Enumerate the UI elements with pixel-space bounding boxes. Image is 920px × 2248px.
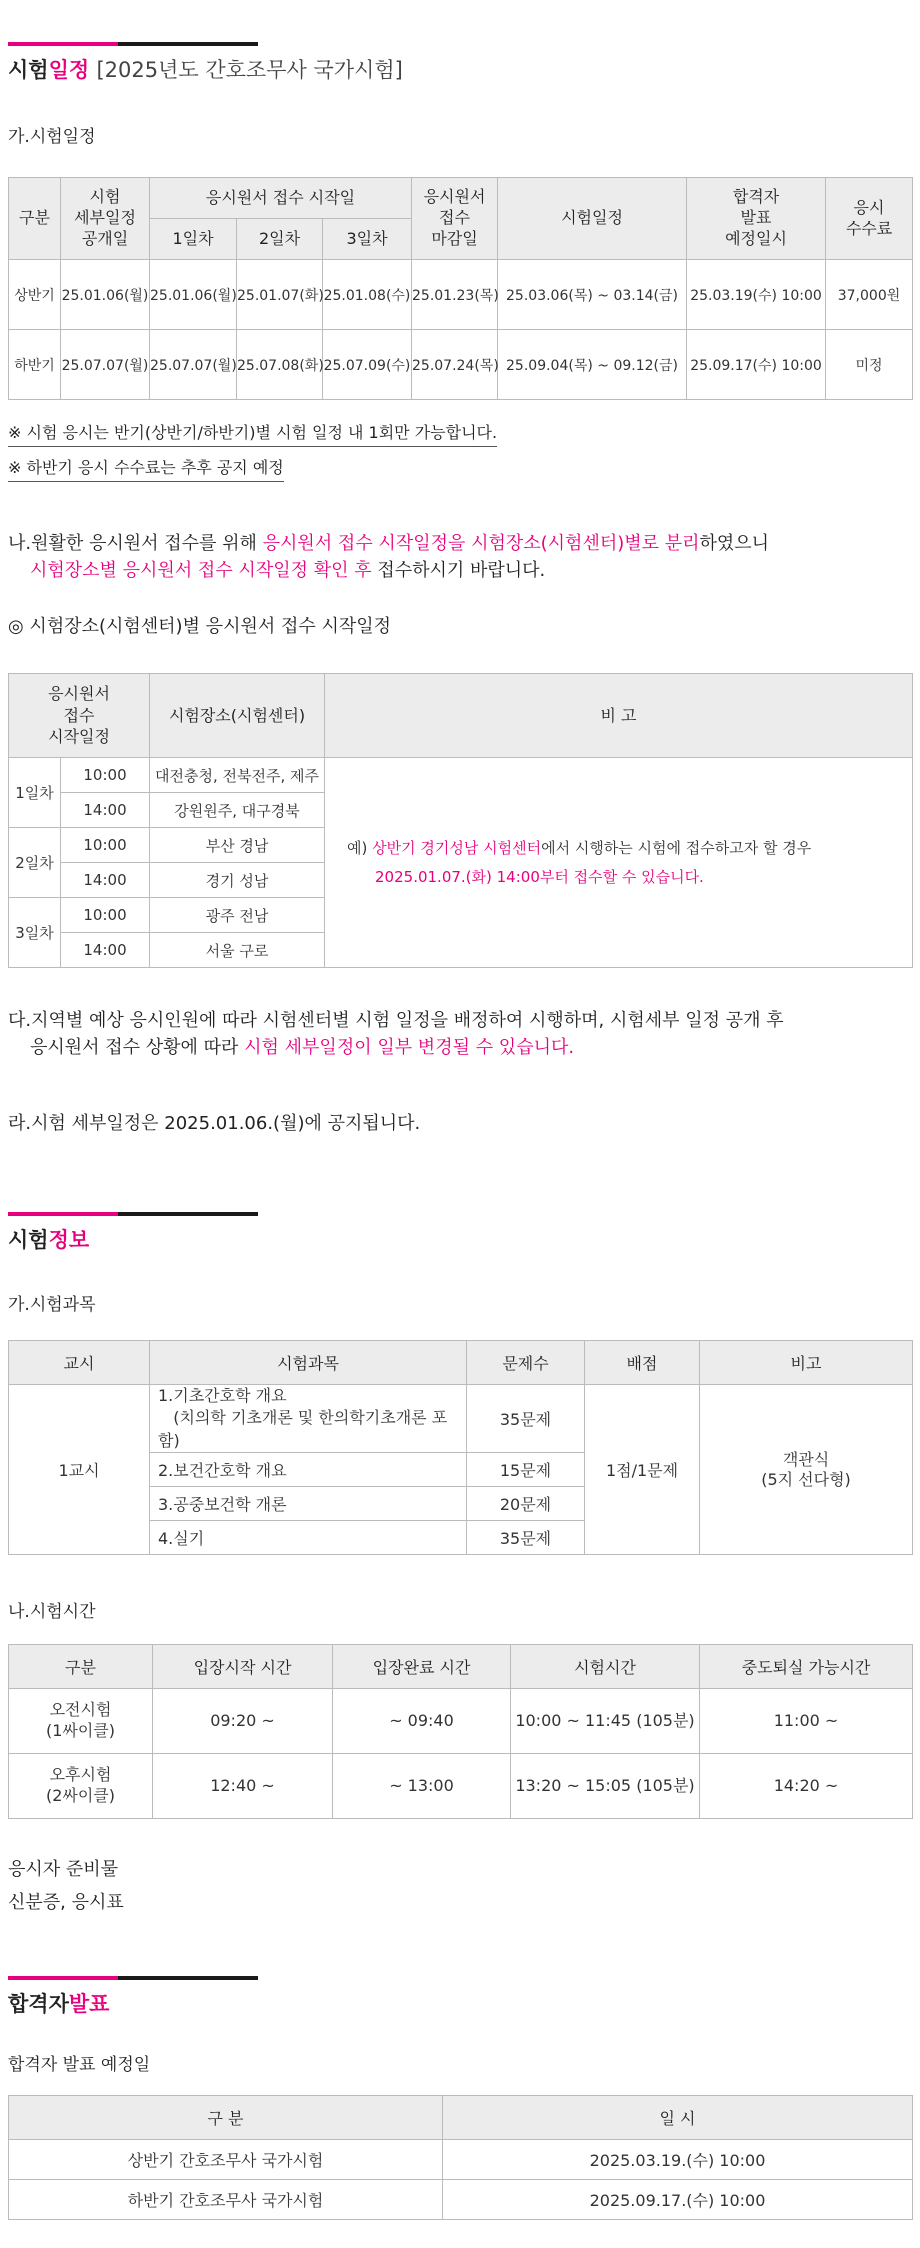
para-da: 다.지역별 예상 응시인원에 따라 시험센터별 시험 일정을 배정하여 시행하며, 시험세부 일정 공개 후 응시원서 접수 상황에 따라 시험 세부일정이 일부 변경될 수 있습니다. [8, 1010, 784, 1058]
subhead-times: 나.시험시간 [8, 1602, 96, 1622]
col-start: 응시원서 접수 시작일 [150, 178, 412, 219]
table-row: 하반기 25.07.07(월) 25.07.07(월) 25.07.08(화) 25.07.09(수) 25.07.24(목) 25.09.04(목) ~ 09.12(금) 25.09.17(수) 10:00 미정 [9, 330, 913, 400]
col-day2: 2일차 [237, 219, 323, 260]
col-score: 배점 [585, 1341, 700, 1385]
section-title-info: 시험정보 [8, 1228, 90, 1252]
col-exam: 시험일정 [498, 178, 687, 260]
schedule-table [8, 177, 913, 400]
subhead-schedule: 가.시험일정 [8, 127, 96, 147]
time-table [8, 1644, 913, 1819]
table-row: 하반기 간호조무사 국가시험 2025.09.17.(수) 10:00 [9, 2180, 913, 2220]
col-deadline: 응시원서 접수 마감일 [412, 178, 498, 260]
col-time: 시험시간 [511, 1645, 700, 1689]
table-row: 3일차 10:00 광주 전남 [9, 898, 913, 933]
remark-example: 예) 상반기 경기성남 시험센터에서 시행하는 시험에 접수하고자 할 경우 2025.01.07.(화) 14:00부터 접수할 수 있습니다. [325, 758, 913, 968]
para-ra: 라.시험 세부일정은 2025.01.06.(월)에 공지됩니다. [8, 1113, 421, 1134]
prep-title: 응시자 준비물 [8, 1859, 119, 1880]
col-subject: 시험과목 [150, 1341, 467, 1385]
col-leave: 중도퇴실 가능시간 [700, 1645, 913, 1689]
section-title-results: 합격자발표 [8, 1992, 110, 2016]
center-table [8, 673, 913, 968]
section-divider [8, 42, 258, 46]
col-day1: 1일차 [150, 219, 237, 260]
col-period: 교시 [9, 1341, 150, 1385]
col-entry-start: 입장시작 시간 [153, 1645, 333, 1689]
col-gubun: 구 분 [9, 2096, 443, 2140]
table-row: 1교시 1.기초간호학 개요 (치의학 기초개론 및 한의학기초개론 포함) 35문제 1점/1문제 객관식 (5지 선다형) [9, 1385, 913, 1453]
result-table [8, 2095, 913, 2220]
table-row: 2일차 10:00 부산 경남 [9, 828, 913, 863]
table-row: 오전시험 (1싸이클) 09:20 ~ ~ 09:40 10:00 ~ 11:45 (105분) 11:00 ~ [9, 1689, 913, 1754]
col-count: 문제수 [467, 1341, 585, 1385]
section-divider [8, 1976, 258, 1980]
section-title-schedule: 시험일정 [2025년도 간호조무사 국가시험] [8, 58, 403, 82]
table-row: 상반기 간호조무사 국가시험 2025.03.19.(수) 10:00 [9, 2140, 913, 2180]
table-row: 4.실기 35문제 [9, 1521, 913, 1555]
table-row: 14:00 경기 성남 [9, 863, 913, 898]
table-row: 14:00 서울 구로 [9, 933, 913, 968]
col-remark: 비고 [700, 1341, 913, 1385]
col-fee: 응시 수수료 [826, 178, 913, 260]
prep-items: 신분증, 응시표 [8, 1892, 124, 1913]
col-gubun: 구분 [9, 1645, 153, 1689]
col-date: 일 시 [443, 2096, 913, 2140]
table-row: 3.공중보건학 개론 20문제 [9, 1487, 913, 1521]
col-entry-end: 입장완료 시간 [333, 1645, 511, 1689]
col-day3: 3일차 [323, 219, 412, 260]
col-place: 시험장소(시험센터) [150, 674, 325, 758]
col-detail: 시험 세부일정 공개일 [61, 178, 150, 260]
note-fee-tbd: ※ 하반기 응시 수수료는 추후 공지 예정 [8, 455, 284, 482]
col-gubun: 구분 [9, 178, 61, 260]
table-row: 오후시험 (2싸이클) 12:40 ~ ~ 13:00 13:20 ~ 15:05 (105분) 14:20 ~ [9, 1754, 913, 1819]
section-divider [8, 1212, 258, 1216]
col-remark: 비 고 [325, 674, 913, 758]
table-row: 1일차 10:00 대전충청, 전북전주, 제주 예) 상반기 경기성남 시험센터에서 시행하는 시험에 접수하고자 할 경우 2025.01.07.(화) 14:00부터 접수할 수 있습니다. [9, 758, 913, 793]
table-row: 상반기 25.01.06(월) 25.01.06(월) 25.01.07(화) 25.01.08(수) 25.01.23(목) 25.03.06(목) ~ 03.14(금) 25.03.19(수) 10:00 37,000원 [9, 260, 913, 330]
col-result: 합격자 발표 예정일시 [687, 178, 826, 260]
para-na: 나.원활한 응시원서 접수를 위해 응시원서 접수 시작일정을 시험장소(시험센터)별로 분리하였으니 시험장소별 응시원서 접수 시작일정 확인 후 접수하시기 바랍니다. [8, 533, 770, 581]
subhead-subjects: 가.시험과목 [8, 1295, 96, 1315]
subject-table [8, 1340, 913, 1555]
table-row: 14:00 강원원주, 대구경북 [9, 793, 913, 828]
col-start-schedule: 응시원서 접수 시작일정 [9, 674, 150, 758]
table-row: 2.보건간호학 개요 15문제 [9, 1453, 913, 1487]
center-schedule-head: ◎ 시험장소(시험센터)별 응시원서 접수 시작일정 [8, 616, 392, 637]
subhead-result-date: 합격자 발표 예정일 [8, 2055, 151, 2075]
note-once-per-half: ※ 시험 응시는 반기(상반기/하반기)별 시험 일정 내 1회만 가능합니다. [8, 420, 497, 447]
